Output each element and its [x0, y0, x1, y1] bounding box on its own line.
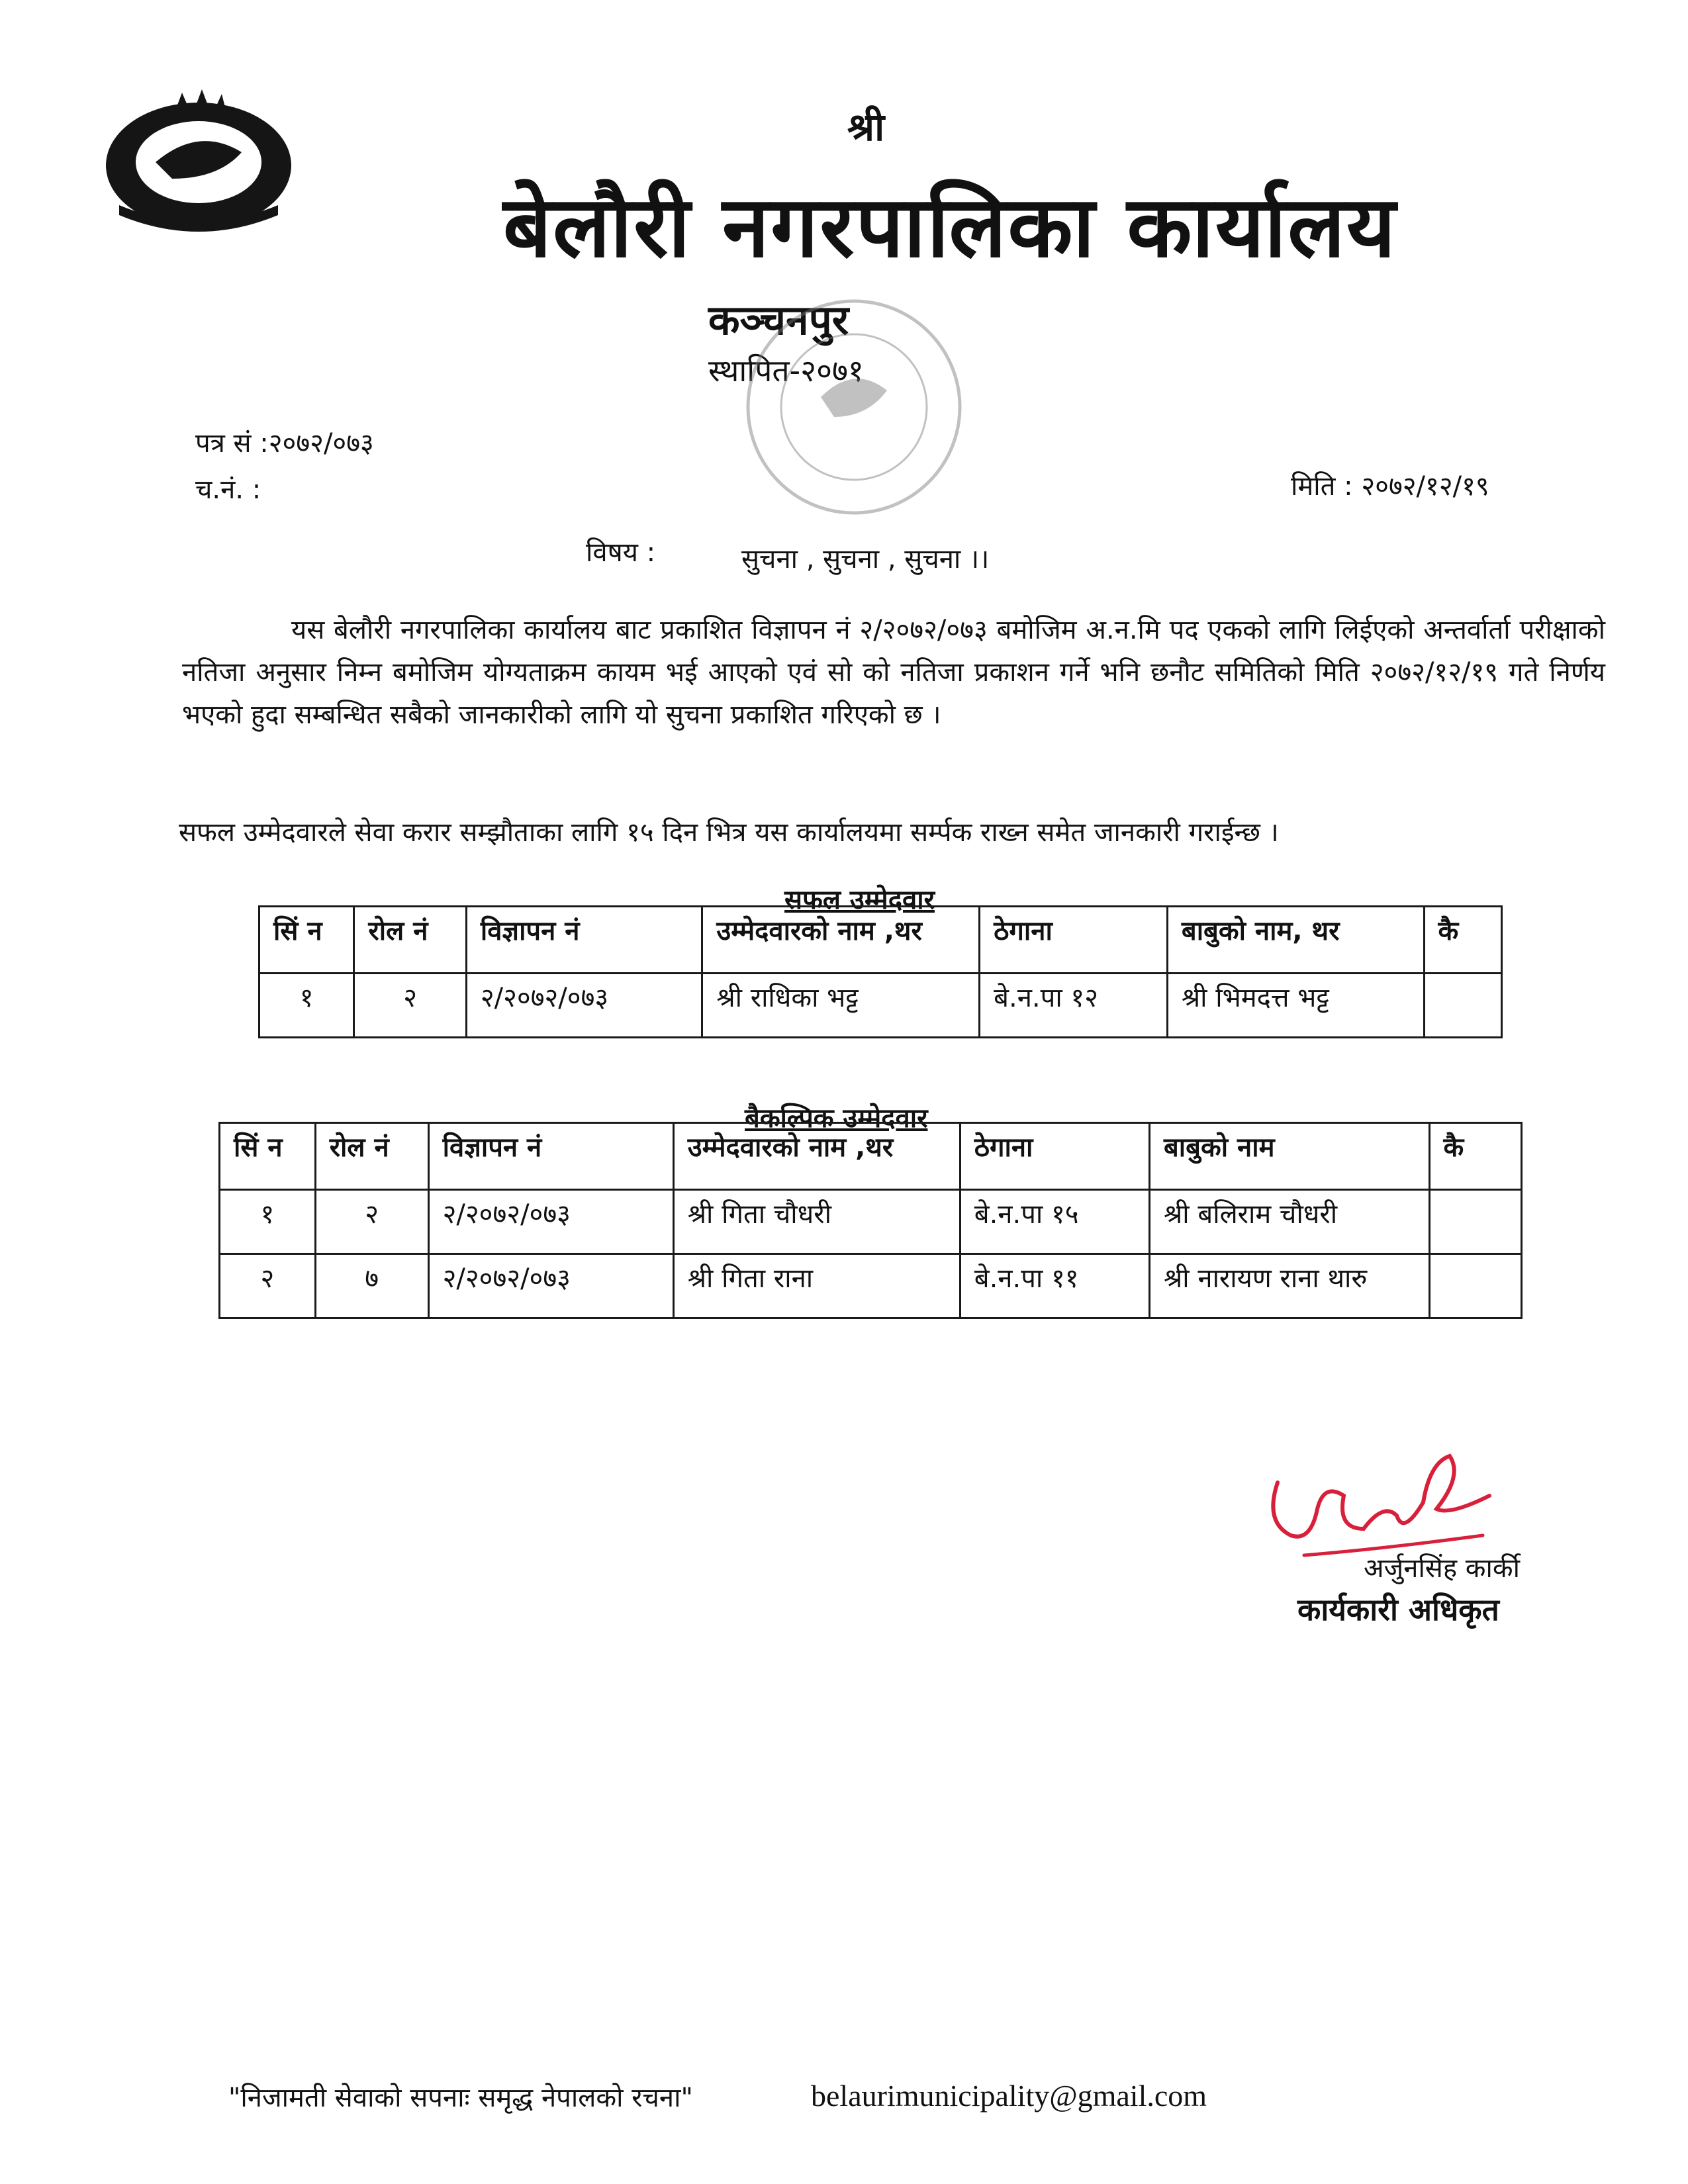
table-cell [1429, 1254, 1521, 1318]
column-header: उम्मेदवारको नाम ,थर [673, 1123, 960, 1190]
footer-email: belaurimunicipality@gmail.com [811, 2079, 1207, 2113]
column-header: सिं न [220, 1123, 316, 1190]
successful-candidates-title: सफल उम्मेदवार [784, 885, 935, 915]
table-cell [1424, 974, 1501, 1038]
column-header: बाबुको नाम [1149, 1123, 1429, 1190]
table-cell: १ [220, 1190, 316, 1254]
table-cell: २/२०७२/०७३ [466, 974, 702, 1038]
column-header: रोल नं [315, 1123, 428, 1190]
letter-number: पत्र सं :२०७२/०७३ [195, 428, 374, 459]
table-cell: श्री भिमदत्त भट्ट [1167, 974, 1424, 1038]
footer-slogan: "निजामती सेवाको सपनाः समृद्ध नेपालको रचना" [228, 2083, 693, 2113]
column-header: ठेगाना [980, 907, 1168, 974]
table-cell: २ [354, 974, 466, 1038]
table-cell: २/२०७२/०७३ [428, 1254, 673, 1318]
established-year: स्थापित-२०७१ [708, 353, 864, 388]
column-header: ठेगाना [960, 1123, 1149, 1190]
column-header: बाबुको नाम, थर [1167, 907, 1424, 974]
successful-candidates-table [258, 905, 1503, 1038]
signatory-title: कार्यकारी अधिकृत [1297, 1592, 1499, 1627]
column-header: कै [1429, 1123, 1521, 1190]
table-header-row [259, 907, 1502, 974]
alternate-candidates-table [218, 1122, 1523, 1319]
table-cell: श्री नारायण राना थारु [1149, 1254, 1429, 1318]
table-row [259, 974, 1502, 1038]
alternate-candidates-title: बैकल्पिक उम्मेदवार [745, 1103, 928, 1134]
table-cell: श्री गिता राना [673, 1254, 960, 1318]
table-cell: श्री गिता चौधरी [673, 1190, 960, 1254]
dispatch-number: च.नं. : [195, 475, 261, 505]
table-cell: बे.न.पा १५ [960, 1190, 1149, 1254]
column-header: कै [1424, 907, 1501, 974]
table-cell [1429, 1190, 1521, 1254]
letter-date: मिति : २०७२/१२/१९ [1291, 471, 1489, 502]
table-cell: बे.न.पा १२ [980, 974, 1168, 1038]
office-stamp-icon [735, 291, 973, 523]
office-title: बेलौरी नगरपालिका कार्यालय [503, 178, 1397, 277]
column-header: विज्ञापन नं [466, 907, 702, 974]
table-cell: २ [220, 1254, 316, 1318]
signatory-name: अर्जुनसिंह कार्की [1364, 1553, 1520, 1584]
table-header-row [220, 1123, 1522, 1190]
column-header: सिं न [259, 907, 354, 974]
district-name: कञ्चनपुर [708, 296, 849, 344]
table-row [220, 1254, 1522, 1318]
table-cell: श्री राधिका भट्ट [702, 974, 980, 1038]
body-paragraph: यस बेलौरी नगरपालिका कार्यालय बाट प्रकाशित विज्ञापन नं २/२०७२/०७३ बमोजिम अ.न.मि पद एकको लागि लिईएको अन्तर्वार्ता परीक्षाको नतिजा अनुसार निम्न बमोजिम योग्यताक्रम कायम भई आएको एवं सो को नतिजा प्रकाशन गर्ने भनि छनौट समितिको मिति २०७२/१२/१९ गते निर्णय भएको हुदा सम्बन्धित सबैको जानकारीको लागि यो सुचना प्रकाशित गरिएको छ । [182, 615, 1605, 730]
column-header: रोल नं [354, 907, 466, 974]
table-cell: बे.न.पा ११ [960, 1254, 1149, 1318]
table-cell: ७ [315, 1254, 428, 1318]
body-paragraph-2: सफल उम्मेदवारले सेवा करार सम्झौताका लागि १५ दिन भित्र यस कार्यालयमा सर्म्पक राख्न समेत जानकारी गराईन्छ । [179, 817, 1279, 848]
table-cell: श्री बलिराम चौधरी [1149, 1190, 1429, 1254]
table-cell: २/२०७२/०७३ [428, 1190, 673, 1254]
subject-text: सुचना , सुचना , सुचना ।। [741, 544, 990, 574]
table-row [220, 1190, 1522, 1254]
table-cell: १ [259, 974, 354, 1038]
column-header: विज्ञापन नं [428, 1123, 673, 1190]
table-cell: २ [315, 1190, 428, 1254]
subject-label: विषय : [586, 537, 656, 568]
government-emblem-icon [93, 79, 305, 238]
header-shree: श्री [847, 105, 885, 150]
column-header: उम्मेदवारको नाम ,थर [702, 907, 980, 974]
